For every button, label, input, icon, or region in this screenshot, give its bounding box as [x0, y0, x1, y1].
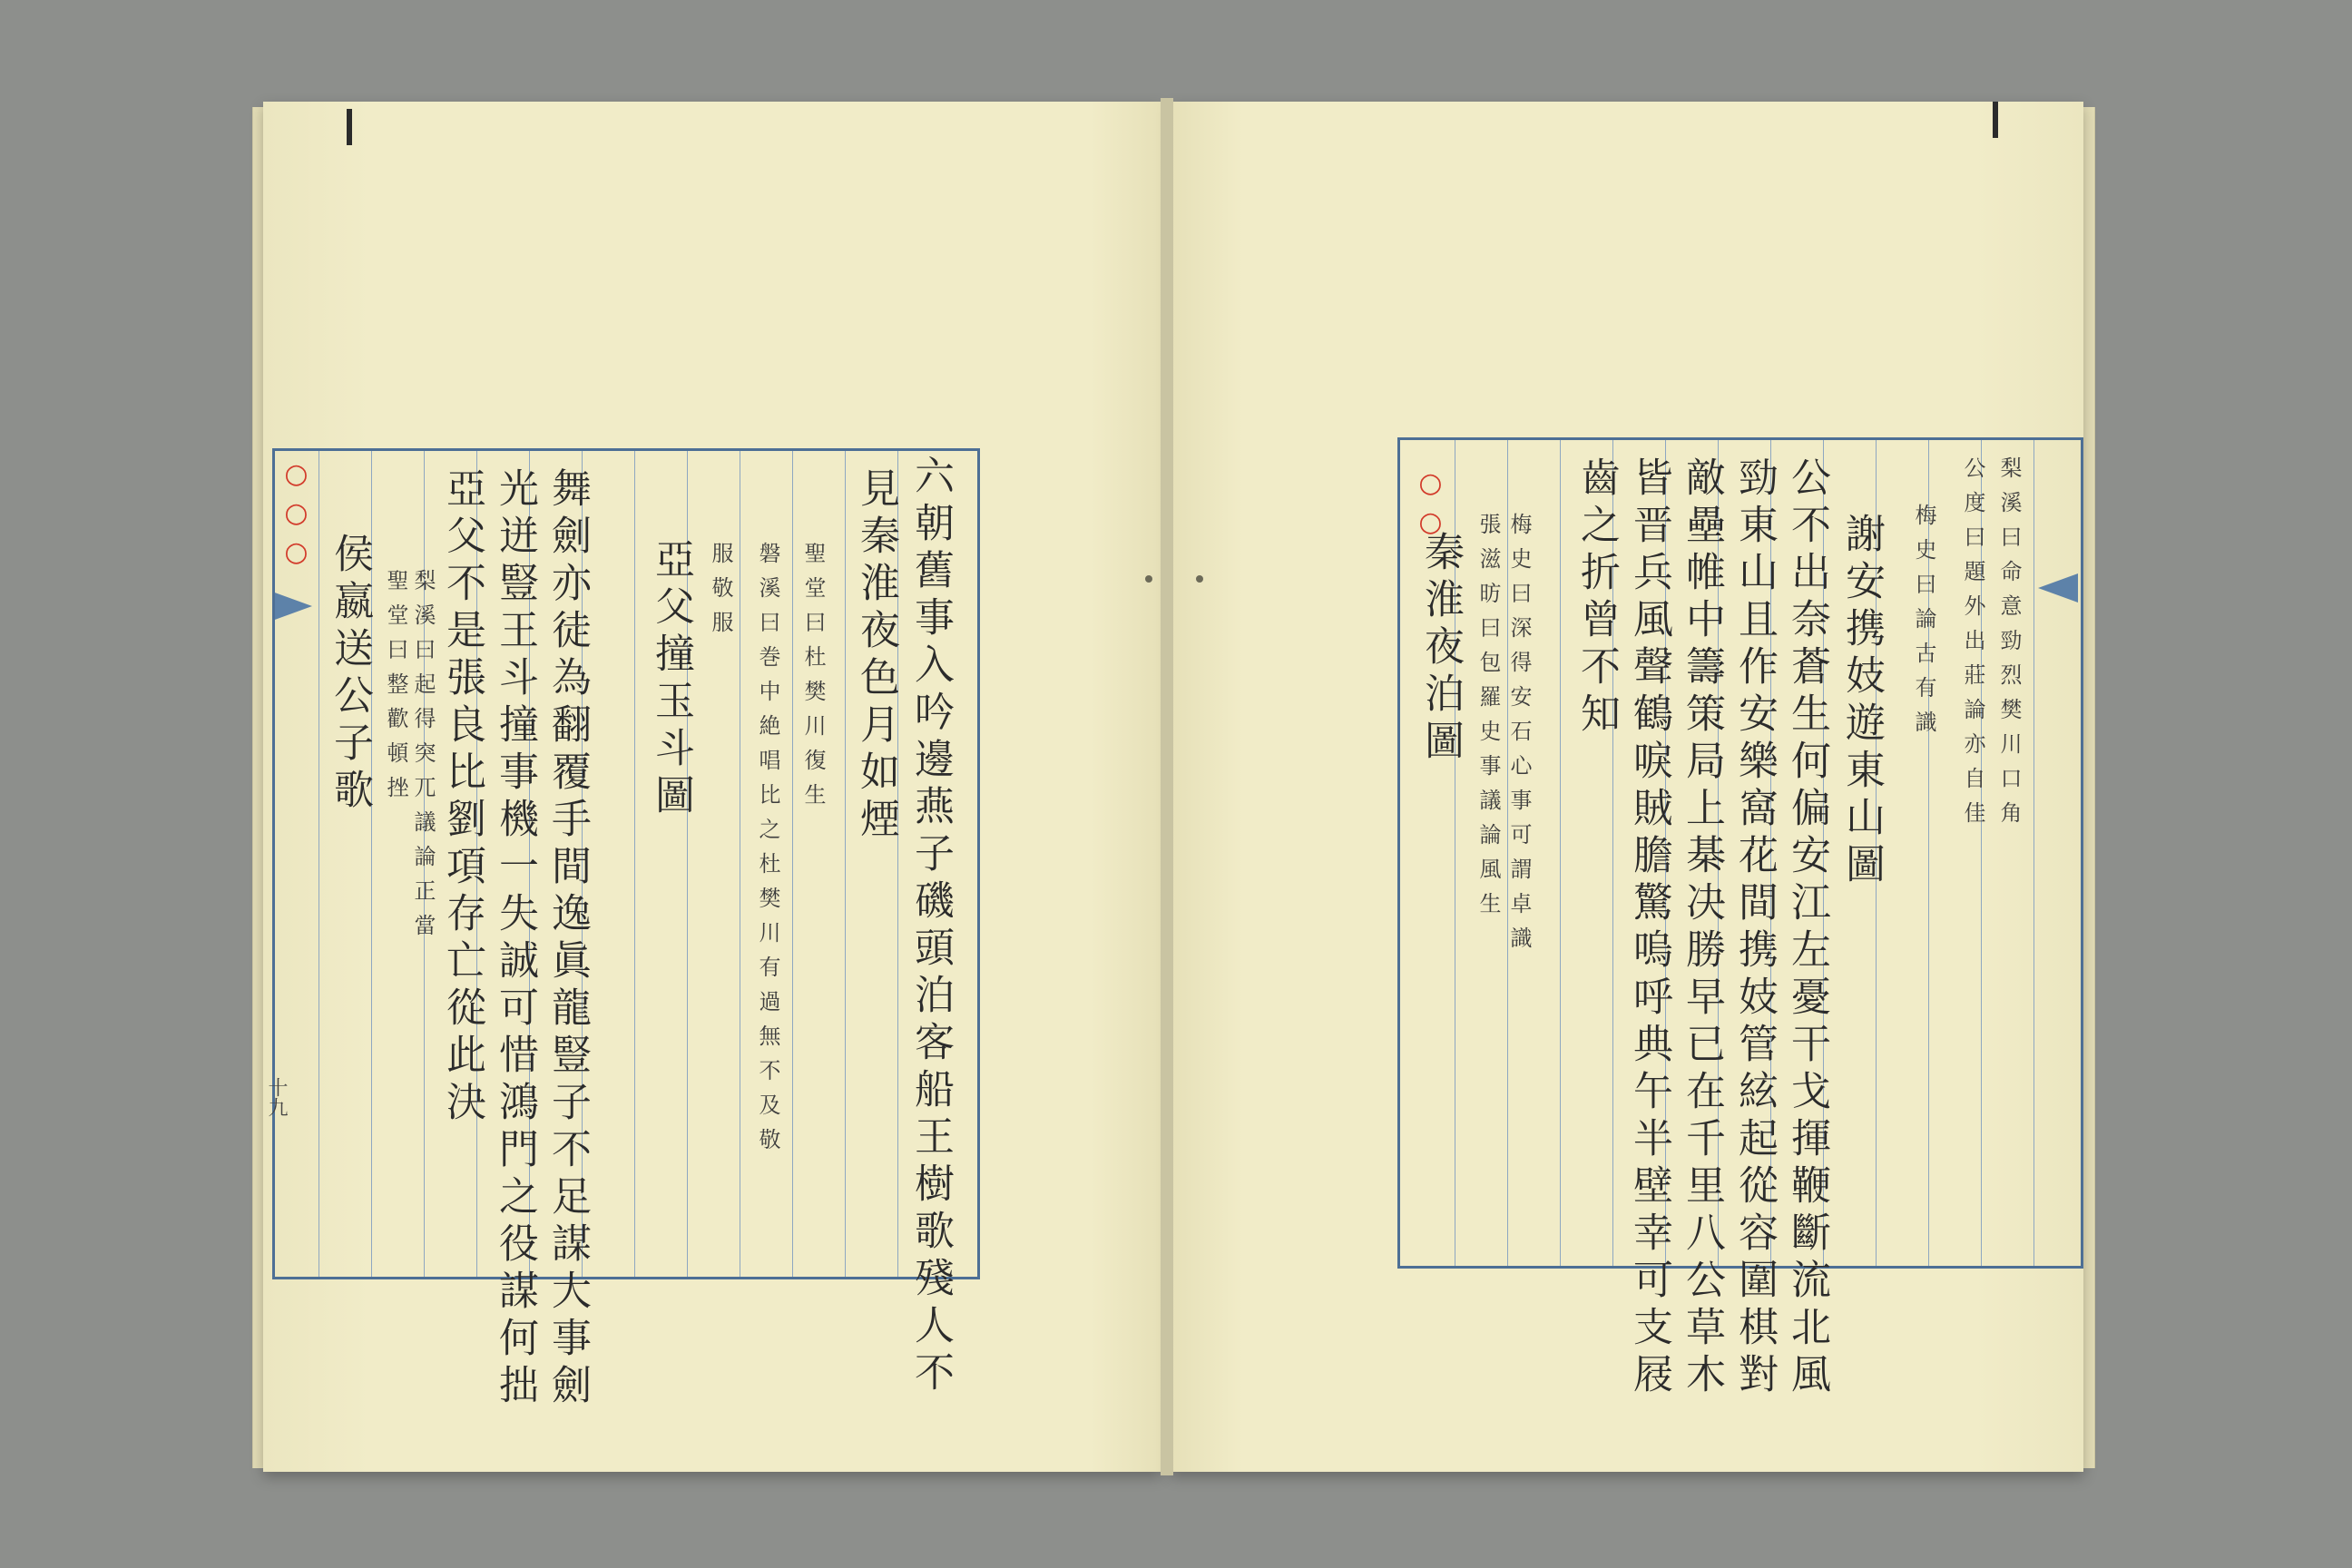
poem-line: 亞父不是張良比劉項存亡從此決 — [439, 467, 485, 1128]
poem-line: 光迸豎王斗撞事機一失誠可惜鴻門之役謀何拙 — [492, 467, 538, 1411]
poem-title: 謝安携妓遊東山圖 — [1838, 513, 1885, 890]
poem-line: 舞劍亦徒為翻覆手間逸眞龍豎子不足謀大事劍 — [544, 467, 591, 1411]
right-text-frame — [1397, 437, 2083, 1400]
page-number: 十九 — [265, 1077, 288, 1117]
binding-hole-right — [1196, 575, 1203, 583]
commentary-line: 服敬服 — [708, 542, 733, 645]
commentary-line: 梅史曰深得安石心事可謂卓識 — [1506, 513, 1532, 961]
commentary-line: 聖堂曰杜樊川復生 — [800, 542, 826, 818]
commentary-line: 梅史曰論古有識 — [1911, 504, 1936, 745]
book-gutter — [1161, 98, 1173, 1475]
commentary-line: 磐溪曰巻中絶唱比之杜樊川有過無不及敬 — [755, 542, 780, 1162]
right-page-edge — [2082, 107, 2095, 1468]
commentary-line: 聖堂曰整歡頓挫 — [383, 569, 408, 810]
poem-line: 皆晋兵風聲鶴唳賊膽驚嗚呼典午半壁幸可支屐 — [1626, 456, 1672, 1400]
poem-title: 侯嬴送公子歌 — [327, 533, 373, 816]
commentary-line: 梨溪曰命意勁烈樊川口角 — [1996, 456, 2022, 836]
binding-hole-left — [1145, 575, 1152, 583]
poem-line: 公不出奈蒼生何偏安江左憂干戈揮鞭斷流北風 — [1784, 456, 1830, 1400]
poem-line: 齒之折曾不知 — [1573, 456, 1620, 740]
spine-mark-left — [347, 109, 352, 145]
red-circle-marks: ○○○ — [280, 458, 312, 575]
poem-line: 見秦淮夜色月如煙 — [853, 467, 899, 845]
commentary-line: 公度曰題外出莊論亦自佳 — [1960, 456, 1985, 836]
spine-mark-right — [1993, 102, 1998, 138]
red-circle-marks: ○○ — [1415, 467, 1446, 545]
poem-title: 亞父撞玉斗圖 — [648, 538, 694, 821]
left-text-frame — [265, 448, 980, 1411]
poem-line: 勁東山且作安樂窩花間携妓管絃起從容圍棋對 — [1731, 456, 1778, 1400]
commentary-line: 張滋昉曰包羅史事議論風生 — [1475, 513, 1501, 926]
poem-title: 秦淮夜泊圖 — [1417, 531, 1464, 767]
poem-line: 敵壘帷中籌策局上棊决勝早已在千里八公草木 — [1679, 456, 1725, 1400]
commentary-line: 梨溪曰起得突兀議論正當 — [410, 569, 436, 948]
poem-line: 六朝舊事入吟邊燕子磯頭泊客船王樹歌殘人不 — [907, 455, 954, 1398]
